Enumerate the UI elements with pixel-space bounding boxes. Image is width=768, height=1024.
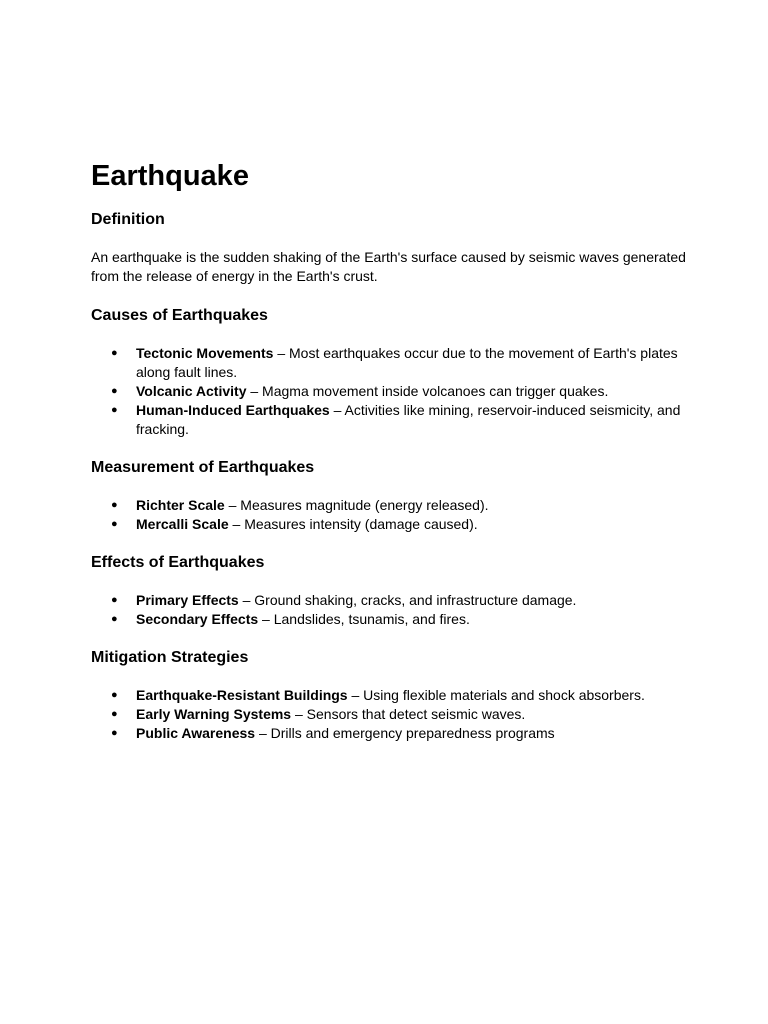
list-item-description: – Magma movement inside volcanoes can trigger quakes. [246, 383, 609, 399]
list-item-description: – Ground shaking, cracks, and infrastructure damage. [238, 592, 577, 608]
list-item [91, 344, 691, 382]
definition-heading: Definition [91, 211, 165, 228]
list-item [91, 401, 691, 439]
list-item [91, 496, 691, 515]
list-item [91, 610, 691, 629]
list-item-term: Early Warning Systems [136, 706, 292, 722]
causes-list [91, 344, 691, 439]
list-item [91, 382, 691, 401]
list-item [91, 591, 691, 610]
page-title: Earthquake [91, 160, 249, 192]
list-item-term: Tectonic Movements [136, 345, 274, 361]
list-item-description: – Activities like mining, reservoir-induced seismicity, and fracking. [136, 402, 681, 437]
document-page [91, 158, 691, 762]
list-item-description: – Measures magnitude (energy released). [224, 497, 489, 513]
list-item-description: – Landslides, tsunamis, and fires. [258, 611, 470, 627]
list-item [91, 515, 691, 534]
list-item [91, 724, 691, 743]
causes-heading: Causes of Earthquakes [91, 307, 268, 324]
list-item-description: – Using flexible materials and shock absorbers. [347, 687, 645, 703]
list-item-term: Primary Effects [136, 592, 239, 608]
effects-heading: Effects of Earthquakes [91, 554, 265, 571]
definition-paragraph: An earthquake is the sudden shaking of the Earth's surface caused by seismic waves generated from the release of energy in the Earth's crust. [91, 249, 686, 284]
list-item-term: Earthquake-Resistant Buildings [136, 687, 348, 703]
list-item [91, 686, 691, 705]
list-item-term: Richter Scale [136, 497, 225, 513]
list-item-term: Mercalli Scale [136, 516, 229, 532]
measurement-heading: Measurement of Earthquakes [91, 459, 315, 476]
list-item-term: Secondary Effects [136, 611, 259, 627]
list-item-description: – Measures intensity (damage caused). [228, 516, 478, 532]
measurement-list [91, 496, 691, 534]
mitigation-heading: Mitigation Strategies [91, 649, 249, 666]
list-item-term: Volcanic Activity [136, 383, 247, 399]
list-item-description: – Most earthquakes occur due to the movement of Earth's plates along fault lines. [136, 345, 678, 380]
list-item-description: – Drills and emergency preparedness programs [255, 725, 555, 741]
list-item-term: Public Awareness [136, 725, 256, 741]
list-item [91, 705, 691, 724]
effects-list [91, 591, 691, 629]
list-item-term: Human-Induced Earthquakes [136, 402, 330, 418]
list-item-description: – Sensors that detect seismic waves. [291, 706, 526, 722]
mitigation-list [91, 686, 691, 743]
